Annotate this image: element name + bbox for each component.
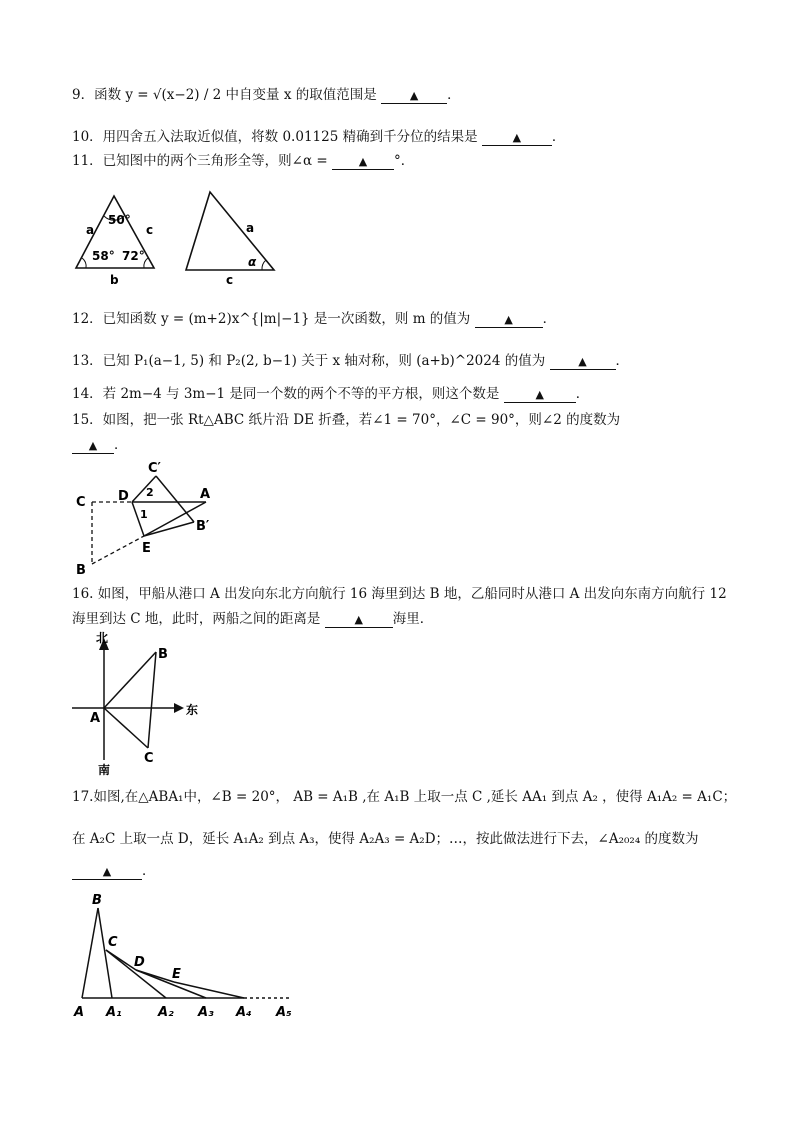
label-south: 南 bbox=[98, 763, 111, 776]
label-b: b bbox=[110, 273, 119, 287]
label-east: 东 bbox=[186, 703, 199, 717]
q15-fold-figure bbox=[70, 456, 230, 580]
answer-blank[interactable]: ▲ bbox=[381, 88, 447, 104]
line-BC bbox=[148, 652, 156, 748]
line-AC bbox=[104, 708, 148, 748]
label-E: E bbox=[172, 967, 181, 982]
answer-blank[interactable]: ▲ bbox=[72, 438, 114, 454]
label-B: B bbox=[158, 647, 168, 662]
question-15 bbox=[72, 411, 620, 429]
angle-arc bbox=[82, 258, 86, 268]
edge-DE bbox=[136, 970, 174, 982]
q15-text: 15．如图，把一张 Rt△ABC 纸片沿 DE 折叠，若∠1 = 70°，∠C = 90°，则∠2 的度数为 bbox=[72, 412, 621, 428]
question-11: 11．已知图中的两个三角形全等，则∠α = ▲ °． bbox=[72, 153, 415, 169]
q11-triangles-figure bbox=[70, 180, 280, 290]
edge-C-prime-B-prime bbox=[156, 476, 194, 522]
label-north: 北 bbox=[96, 631, 109, 645]
label-alpha: α bbox=[248, 255, 257, 269]
question-16-line1 bbox=[72, 585, 727, 603]
label-A5: A₅ bbox=[276, 1005, 292, 1020]
q17-text-line2: 在 A₂C 上取一点 D，延长 A₁A₂ 到点 A₃，使得 A₂A₃ = A₂D；…，按此做法进行下去，∠A₂₀₂₄ 的度数为 bbox=[72, 831, 699, 847]
label-A: A bbox=[74, 1005, 85, 1020]
angle-50: 50° bbox=[108, 213, 131, 227]
label-C-prime: C′ bbox=[148, 461, 161, 476]
line-AB bbox=[104, 652, 156, 708]
label-B: B bbox=[92, 893, 102, 908]
q14-text: 14．若 2m−4 与 3m−1 是同一个数的两个不等的平方根，则这个数是 bbox=[72, 386, 500, 402]
question-17-line2 bbox=[72, 830, 699, 848]
label-A1: A₁ bbox=[106, 1005, 122, 1020]
q12-text: 12．已知函数 y = (m+2)x^{|m|−1} 是一次函数，则 m 的值为 bbox=[72, 311, 471, 327]
answer-blank[interactable]: ▲ bbox=[475, 312, 543, 328]
question-14: 14．若 2m−4 与 3m−1 是同一个数的两个不等的平方根，则这个数是 ▲ ． bbox=[72, 386, 590, 402]
label-c: c bbox=[226, 273, 234, 287]
q17-triangle-chain-figure bbox=[70, 888, 300, 1022]
angle-2: 2 bbox=[146, 486, 154, 499]
edge-AB bbox=[82, 908, 98, 998]
q11-text: 11．已知图中的两个三角形全等，则∠α = bbox=[72, 153, 328, 169]
answer-blank[interactable]: ▲ bbox=[504, 387, 576, 403]
label-a: a bbox=[246, 221, 255, 235]
question-16-line2: 海里到达 C 地，此时，两船之间的距离是 ▲ 海里． bbox=[72, 611, 434, 627]
dashed-edge-BE bbox=[92, 536, 144, 564]
label-D: D bbox=[118, 489, 129, 504]
label-A3: A₃ bbox=[198, 1005, 214, 1020]
label-D: D bbox=[134, 955, 145, 970]
edge-DA3 bbox=[136, 970, 206, 998]
label-A: A bbox=[200, 487, 211, 502]
label-E: E bbox=[142, 541, 151, 556]
answer-blank[interactable]: ▲ bbox=[72, 864, 142, 880]
question-15-blank-line: ▲ ． bbox=[72, 436, 128, 454]
edge-B-prime-E bbox=[144, 522, 194, 536]
label-a: a bbox=[86, 223, 95, 237]
question-9: 9．函数 y = √(x−2) / 2 中自变量 x 的取值范围是 ▲ ． bbox=[72, 87, 461, 103]
q16-text-line1: 16. 如图，甲船从港口 A 出发向东北方向航行 16 海里到达 B 地，乙船同时从港口 A 出发向东南方向航行 12 bbox=[72, 586, 727, 602]
label-A4: A₄ bbox=[236, 1005, 252, 1020]
label-B-prime: B′ bbox=[196, 519, 210, 534]
answer-blank[interactable]: ▲ bbox=[482, 130, 552, 146]
q9-text: 9．函数 y = √(x−2) / 2 中自变量 x 的取值范围是 bbox=[72, 87, 377, 103]
q10-text: 10．用四舍五入法取近似值，将数 0.01125 精确到千分位的结果是 bbox=[72, 129, 478, 145]
question-17-blank-line: ▲ ． bbox=[72, 862, 156, 880]
question-13: 13．已知 P₁(a−1, 5) 和 P₂(2, b−1) 关于 x 轴对称，则 (a+b)^2024 的值为 ▲ ． bbox=[72, 353, 630, 369]
question-17-line1 bbox=[72, 788, 736, 806]
angle-58: 58° bbox=[92, 249, 115, 263]
edge-CD bbox=[106, 950, 136, 970]
label-C: C bbox=[76, 495, 86, 510]
question-10: 10．用四舍五入法取近似值，将数 0.01125 精确到千分位的结果是 ▲ ． bbox=[72, 129, 566, 145]
q16-compass-figure bbox=[70, 630, 200, 776]
label-A2: A₂ bbox=[158, 1005, 174, 1020]
label-c: c bbox=[146, 223, 154, 237]
answer-blank[interactable]: ▲ bbox=[332, 154, 394, 170]
angle-1: 1 bbox=[140, 508, 148, 521]
label-B: B bbox=[76, 563, 86, 578]
q17-text-line1: 17.如图,在△ABA₁中，∠B = 20°， AB = A₁B ,在 A₁B 上取一点 C ,延长 AA₁ 到点 A₂ ，使得 A₁A₂ = A₁C； bbox=[72, 789, 737, 805]
east-arrow-icon bbox=[174, 703, 184, 713]
angle-arc bbox=[262, 260, 266, 270]
label-C: C bbox=[144, 751, 154, 766]
q13-text: 13．已知 P₁(a−1, 5) 和 P₂(2, b−1) 关于 x 轴对称，则 (a+b)^2024 的值为 bbox=[72, 353, 546, 369]
label-A: A bbox=[90, 711, 101, 726]
q16-text-line2: 海里到达 C 地，此时，两船之间的距离是 bbox=[72, 611, 321, 627]
triangle-2 bbox=[186, 192, 274, 270]
answer-blank[interactable]: ▲ bbox=[550, 354, 616, 370]
question-12: 12．已知函数 y = (m+2)x^{|m|−1} 是一次函数，则 m 的值为 ▲ ． bbox=[72, 311, 557, 327]
answer-blank[interactable]: ▲ bbox=[325, 612, 393, 628]
label-C: C bbox=[108, 935, 118, 950]
angle-72: 72° bbox=[122, 249, 145, 263]
